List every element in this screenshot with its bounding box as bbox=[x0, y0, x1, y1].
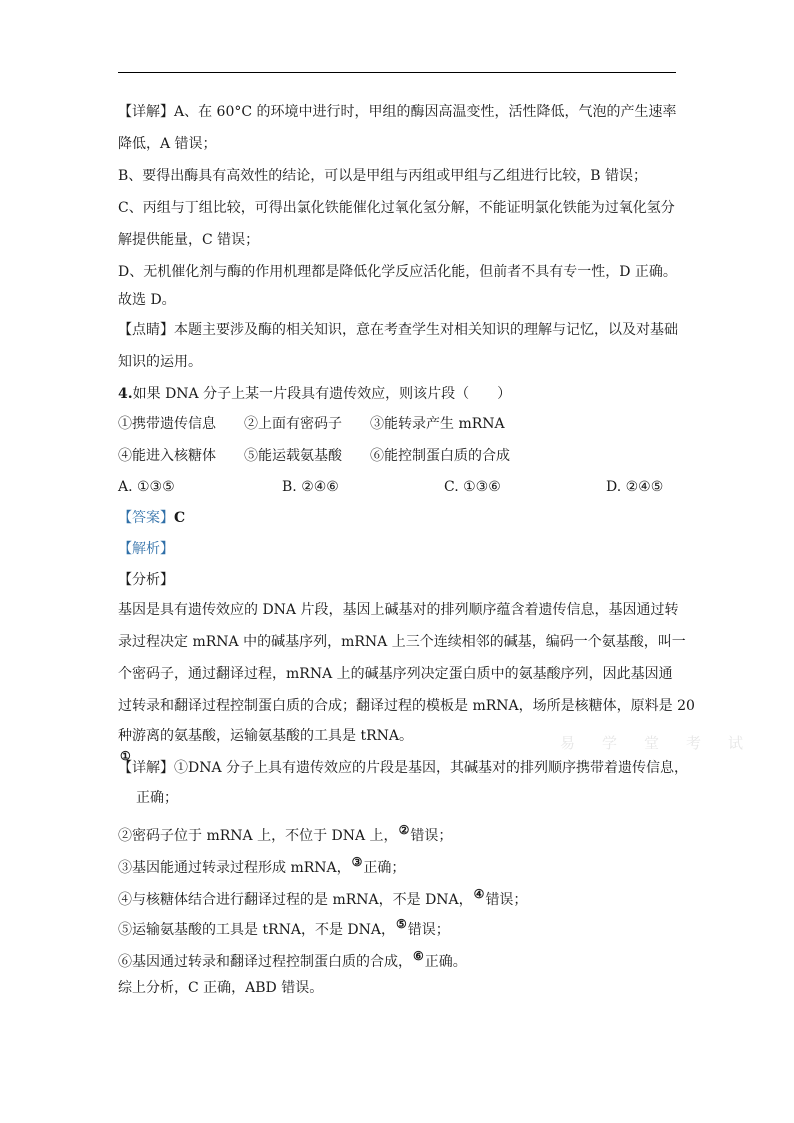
circled-six-mark: ⑥ bbox=[413, 949, 424, 963]
dianjing-line-1: 【点睛】本题主要涉及酶的相关知识，意在考查学生对相关知识的理解与记忆，以及对基础 bbox=[118, 322, 678, 338]
header-rule bbox=[118, 72, 676, 73]
detail-line-3: ②密码子位于 mRNA 上，不位于 DNA 上，②错误； bbox=[118, 820, 452, 846]
fenxi-line-3: 个密码子，通过翻译过程，mRNA 上的碱基序列决定蛋白质中的氨基酸序列，因此基因通 bbox=[118, 666, 673, 682]
detail-prev-line-6: D、无机催化剂与酶的作用机理都是降低化学反应活化能，但前者不具有专一性，D 正确。 bbox=[118, 264, 677, 280]
detail-prev-line-4: C、丙组与丁组比较，可得出氯化铁能催化过氧化氢分解，不能证明氯化铁能为过氧化氢分 bbox=[118, 200, 675, 216]
detail-prev-line-3: B、要得出酶具有高效性的结论，可以是甲组与丙组或甲组与乙组进行比较，B 错误； bbox=[118, 168, 648, 184]
option-b: B. ②④⑥ bbox=[282, 479, 339, 495]
fenxi-line-5: 种游离的氨基酸，运输氨基酸的工具是 tRNA。 bbox=[118, 728, 413, 744]
question-items-row-1: ①携带遗传信息 ②上面有密码子 ③能转录产生 mRNA bbox=[118, 416, 505, 432]
detail-summary: 综上分析，C 正确，ABD 错误。 bbox=[118, 980, 324, 996]
detail-line-6: ⑤运输氨基酸的工具是 tRNA，不是 DNA，⑤错误； bbox=[118, 914, 450, 940]
dianjing-line-2: 知识的运用。 bbox=[118, 354, 202, 370]
detail-prev-line-7: 故选 D。 bbox=[118, 292, 176, 308]
answer-label: 【答案】 bbox=[118, 510, 174, 526]
answer-value: C bbox=[174, 510, 186, 526]
fenxi-title: 【分析】 bbox=[118, 572, 174, 588]
detail-line-2: 正确； bbox=[136, 790, 178, 806]
option-a: A. ①③⑤ bbox=[118, 479, 175, 495]
question-stem-text: 如果 DNA 分子上某一片段具有遗传效应，则该片段（ ） bbox=[132, 386, 512, 402]
detail-prev-line-2: 降低，A 错误； bbox=[118, 136, 217, 152]
jiexi-label: 【解析】 bbox=[118, 541, 174, 557]
answer-line bbox=[118, 508, 185, 528]
fenxi-line-1: 基因是具有遗传效应的 DNA 片段，基因上碱基对的排列顺序蕴含着遗传信息，基因通过转 bbox=[118, 602, 679, 618]
detail-prev-line-5: 解提供能量，C 错误； bbox=[118, 232, 260, 248]
detail-prev-line-1: 【详解】A、在 60°C 的环境中进行时，甲组的酶因高温变性，活性降低，气泡的产生速率 bbox=[118, 104, 677, 120]
detail-line-1: 【详解】①DNA 分子上具有遗传效应的片段是基因，其碱基对的排列顺序携带着遗传信息， bbox=[118, 760, 689, 776]
fenxi-line-4: 过转录和翻译过程控制蛋白质的合成；翻译过程的模板是 mRNA，场所是核糖体，原料是 20 bbox=[118, 698, 695, 714]
circled-four-mark: ④ bbox=[473, 887, 485, 901]
circled-five-mark: ⑤ bbox=[396, 917, 407, 931]
question-number: 4. bbox=[118, 386, 133, 402]
detail-line-5: ④与核糖体结合进行翻译过程的是 mRNA，不是 DNA，④错误； bbox=[118, 884, 527, 910]
detail-line-4: ③基因能通过转录过程形成 mRNA，③正确； bbox=[118, 852, 405, 878]
option-c: C. ①③⑥ bbox=[444, 479, 501, 495]
question-items-row-2: ④能进入核糖体 ⑤能运载氨基酸 ⑥能控制蛋白质的合成 bbox=[118, 448, 510, 464]
question-stem bbox=[118, 384, 511, 404]
float-circled-one: ① bbox=[120, 749, 131, 763]
watermark-decoration: 易 学 堂 考 试 bbox=[560, 734, 750, 752]
circled-three-mark: ③ bbox=[351, 855, 363, 869]
fenxi-line-2: 录过程决定 mRNA 中的碱基序列，mRNA 上三个连续相邻的碱基，编码一个氨基酸，叫一 bbox=[118, 634, 686, 650]
circled-two-mark: ② bbox=[398, 823, 410, 837]
option-d: D. ②④⑤ bbox=[606, 479, 664, 495]
detail-line-7: ⑥基因通过转录和翻译过程控制蛋白质的合成，⑥正确。 bbox=[118, 946, 467, 972]
